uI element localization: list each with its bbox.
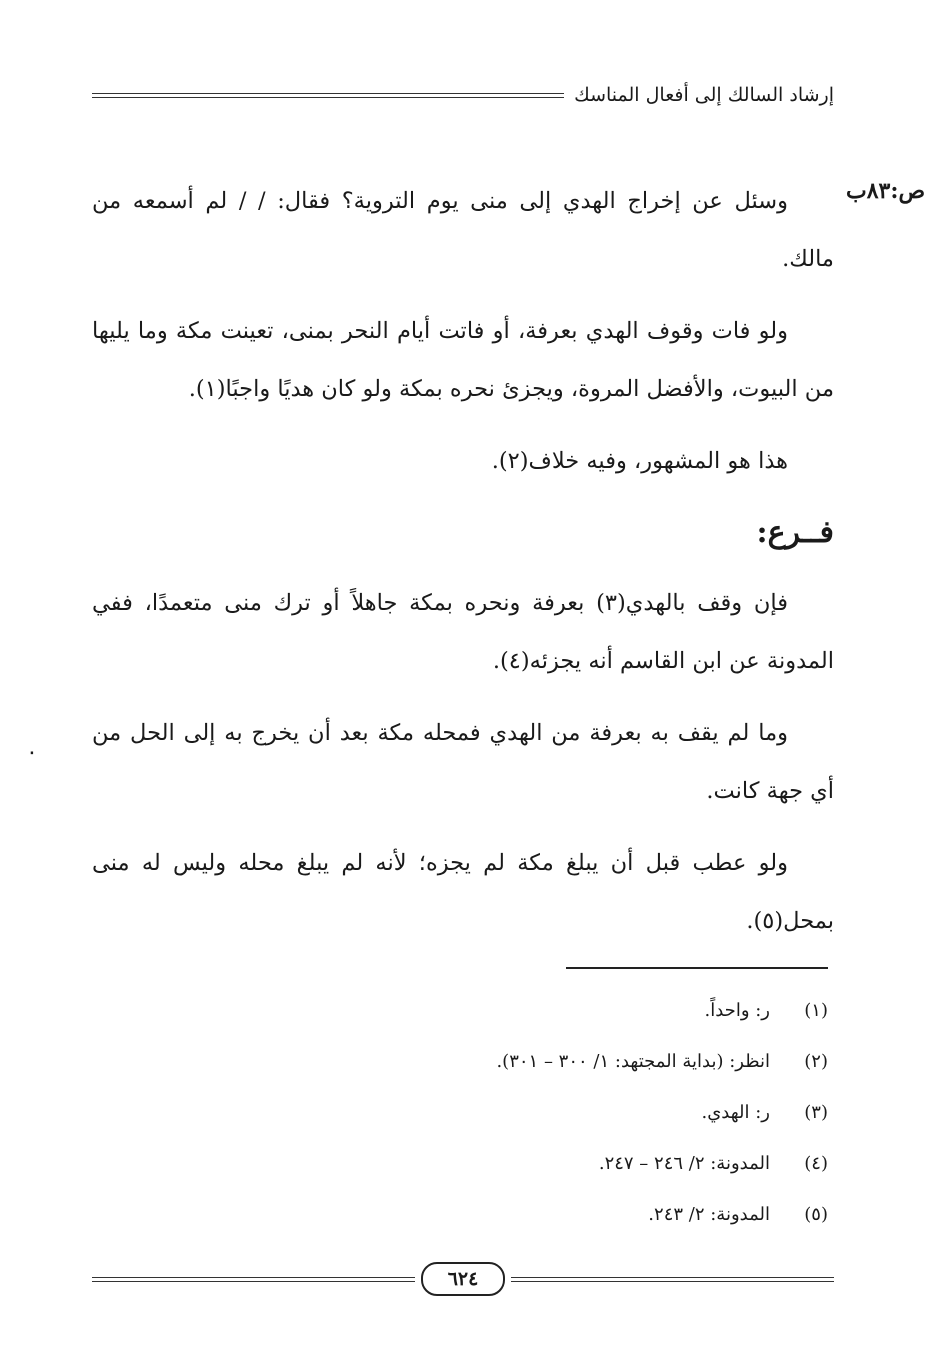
footnote-text: المدونة: ٢/ ٢٤٦ – ٢٤٧. [598, 1153, 770, 1174]
stray-mark: ٠ [26, 740, 38, 765]
manuscript-folio-note: ص:٨٣ب [846, 178, 926, 204]
book-title: إرشاد السالك إلى أفعال المناسك [574, 84, 834, 106]
footnote-text: ر: الهدي. [701, 1102, 770, 1123]
footnotes-list [300, 994, 828, 1249]
paragraph-1: وسئل عن إخراج الهدي إلى منى يوم التروية؟ فقال: / / لم أسمعه من مالك. [92, 188, 834, 272]
paragraph-4: فإن وقف بالهدي(٣) بعرفة ونحره بمكة جاهلاً أو ترك منى متعمدًا، ففي المدونة عن ابن القاسم أنه يجزئه(٤). [92, 590, 834, 674]
footnote-2 [300, 1045, 828, 1096]
main-text [92, 172, 834, 964]
footnote-separator [566, 967, 828, 969]
paragraph-3: هذا هو المشهور، وفيه خلاف(٢). [491, 448, 788, 474]
page-number: ٦٢٤ [421, 1262, 505, 1296]
footnote-number: (٤) [804, 1153, 828, 1174]
paragraph-6: ولو عطب قبل أن يبلغ مكة لم يجزه؛ لأنه لم يبلغ محله وليس له منى بمحل(٥). [92, 850, 834, 934]
footer-rule-right [511, 1277, 834, 1282]
paragraph-5: وما لم يقف به بعرفة من الهدي فمحله مكة بعد أن يخرج به إلى الحل من أي جهة كانت. [92, 720, 834, 804]
footnote-3 [300, 1096, 828, 1147]
footnote-text: ر: واحداً. [704, 1000, 770, 1021]
footnote-number: (٢) [804, 1051, 828, 1072]
footnote-number: (٥) [804, 1204, 828, 1225]
footnote-5 [300, 1198, 828, 1249]
running-header [92, 80, 834, 110]
footnote-number: (٣) [804, 1102, 828, 1123]
section-heading: فــرع: [756, 515, 834, 550]
footnote-text: المدونة: ٢/ ٢٤٣. [648, 1204, 770, 1225]
footnote-4 [300, 1147, 828, 1198]
footer-rule-left [92, 1277, 415, 1282]
footnote-text: انظر: (بداية المجتهد: ١/ ٣٠٠ – ٣٠١). [496, 1051, 770, 1072]
header-double-rule [92, 93, 564, 98]
paragraph-2: ولو فات وقوف الهدي بعرفة، أو فاتت أيام النحر بمنى، تعينت مكة وما يليها من البيوت، والأفضل المروة، ويجزئ نحره بمكة ولو كان هديًا واجبًا(١). [92, 318, 834, 402]
footnote-number: (١) [804, 1000, 828, 1021]
footnote-1 [300, 994, 828, 1045]
page-footer [92, 1262, 834, 1296]
